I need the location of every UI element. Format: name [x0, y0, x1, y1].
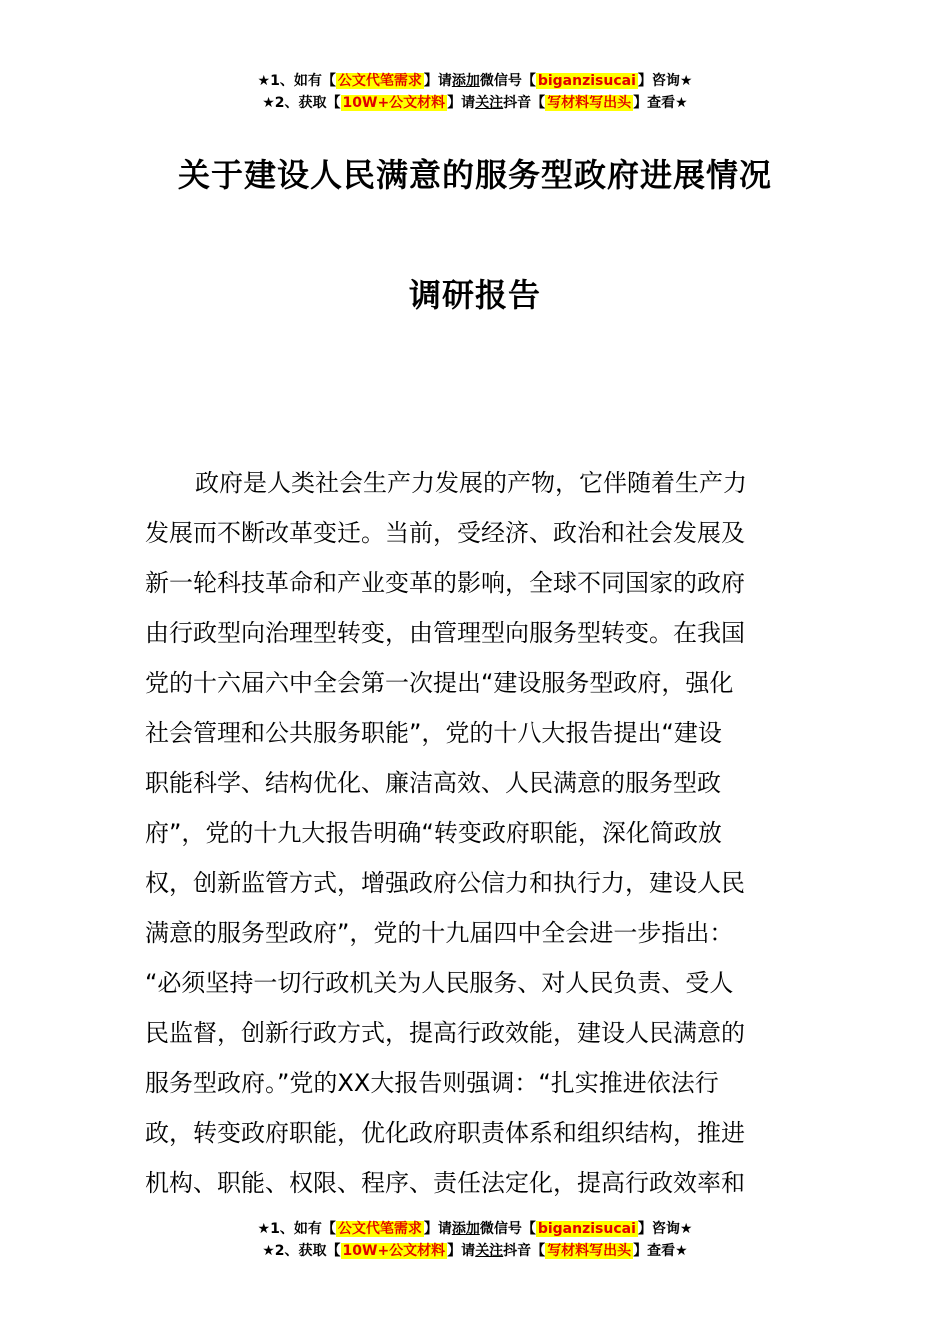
body-line: 发展而不断改革变迁。当前，受经济、政治和社会发展及	[145, 519, 745, 547]
body-line: 由行政型向治理型转变，由管理型向服务型转变。在我国	[145, 619, 745, 647]
body-line: 权，创新监管方式，增强政府公信力和执行力，建设人民	[145, 869, 745, 897]
body-line: 政府是人类社会生产力发展的产物，它伴随着生产力	[195, 469, 747, 497]
body-line: 党的十六届六中全会第一次提出“建设服务型政府，强化	[145, 669, 734, 697]
banner-highlight: 公文代笔需求	[337, 1221, 422, 1237]
banner-highlight: 公文代笔需求	[337, 73, 422, 89]
body-line: 职能科学、结构优化、廉洁高效、人民满意的服务型政	[145, 769, 721, 797]
banner-line-1: ★1、如有【 公文代笔需求 】请添加微信号【 biganzisucai 】咨询★	[257, 1221, 693, 1237]
body-line: 满意的服务型政府”，党的十九届四中全会进一步指出：	[145, 919, 734, 947]
document-title: 关于建设人民满意的服务型政府进展情况	[177, 156, 772, 194]
banner-highlight: 10W+公文材料	[342, 1243, 446, 1259]
banner-highlight: 10W+公文材料	[342, 95, 446, 111]
body-line: 民监督，创新行政方式，提高行政效能，建设人民满意的	[145, 1019, 745, 1047]
body-line: 政，转变政府职能，优化政府职责体系和组织结构，推进	[145, 1119, 745, 1147]
body-line: 社会管理和公共服务职能”，党的十八大报告提出“建设	[145, 719, 722, 747]
banner-line-1: ★1、如有【 公文代笔需求 】请添加微信号【 biganzisucai 】咨询★	[257, 73, 693, 89]
banner-line-2: ★2、获取【 10W+公文材料 】请关注抖音【 写材料写出头 】查看★	[262, 1243, 688, 1259]
header-banner	[0, 70, 950, 114]
body-line: “必须坚持一切行政机关为人民服务、对人民负责、受人	[145, 969, 734, 997]
banner-highlight: biganzisucai	[537, 73, 636, 89]
body-line: 机构、职能、权限、程序、责任法定化，提高行政效率和	[145, 1169, 745, 1197]
body-paragraph	[145, 458, 807, 1208]
footer-banner	[0, 1218, 950, 1262]
body-line: 府”，党的十九大报告明确“转变政府职能，深化简政放	[145, 819, 722, 847]
banner-highlight: 写材料写出头	[547, 95, 632, 111]
banner-line-2: ★2、获取【 10W+公文材料 】请关注抖音【 写材料写出头 】查看★	[262, 95, 688, 111]
body-line: 服务型政府。”党的XX大报告则强调：“扎实推进依法行	[145, 1069, 719, 1097]
body-line: 新一轮科技革命和产业变革的影响，全球不同国家的政府	[145, 569, 745, 597]
banner-highlight: 写材料写出头	[547, 1243, 632, 1259]
document-subtitle: 调研报告	[408, 276, 541, 314]
banner-highlight: biganzisucai	[537, 1221, 636, 1237]
